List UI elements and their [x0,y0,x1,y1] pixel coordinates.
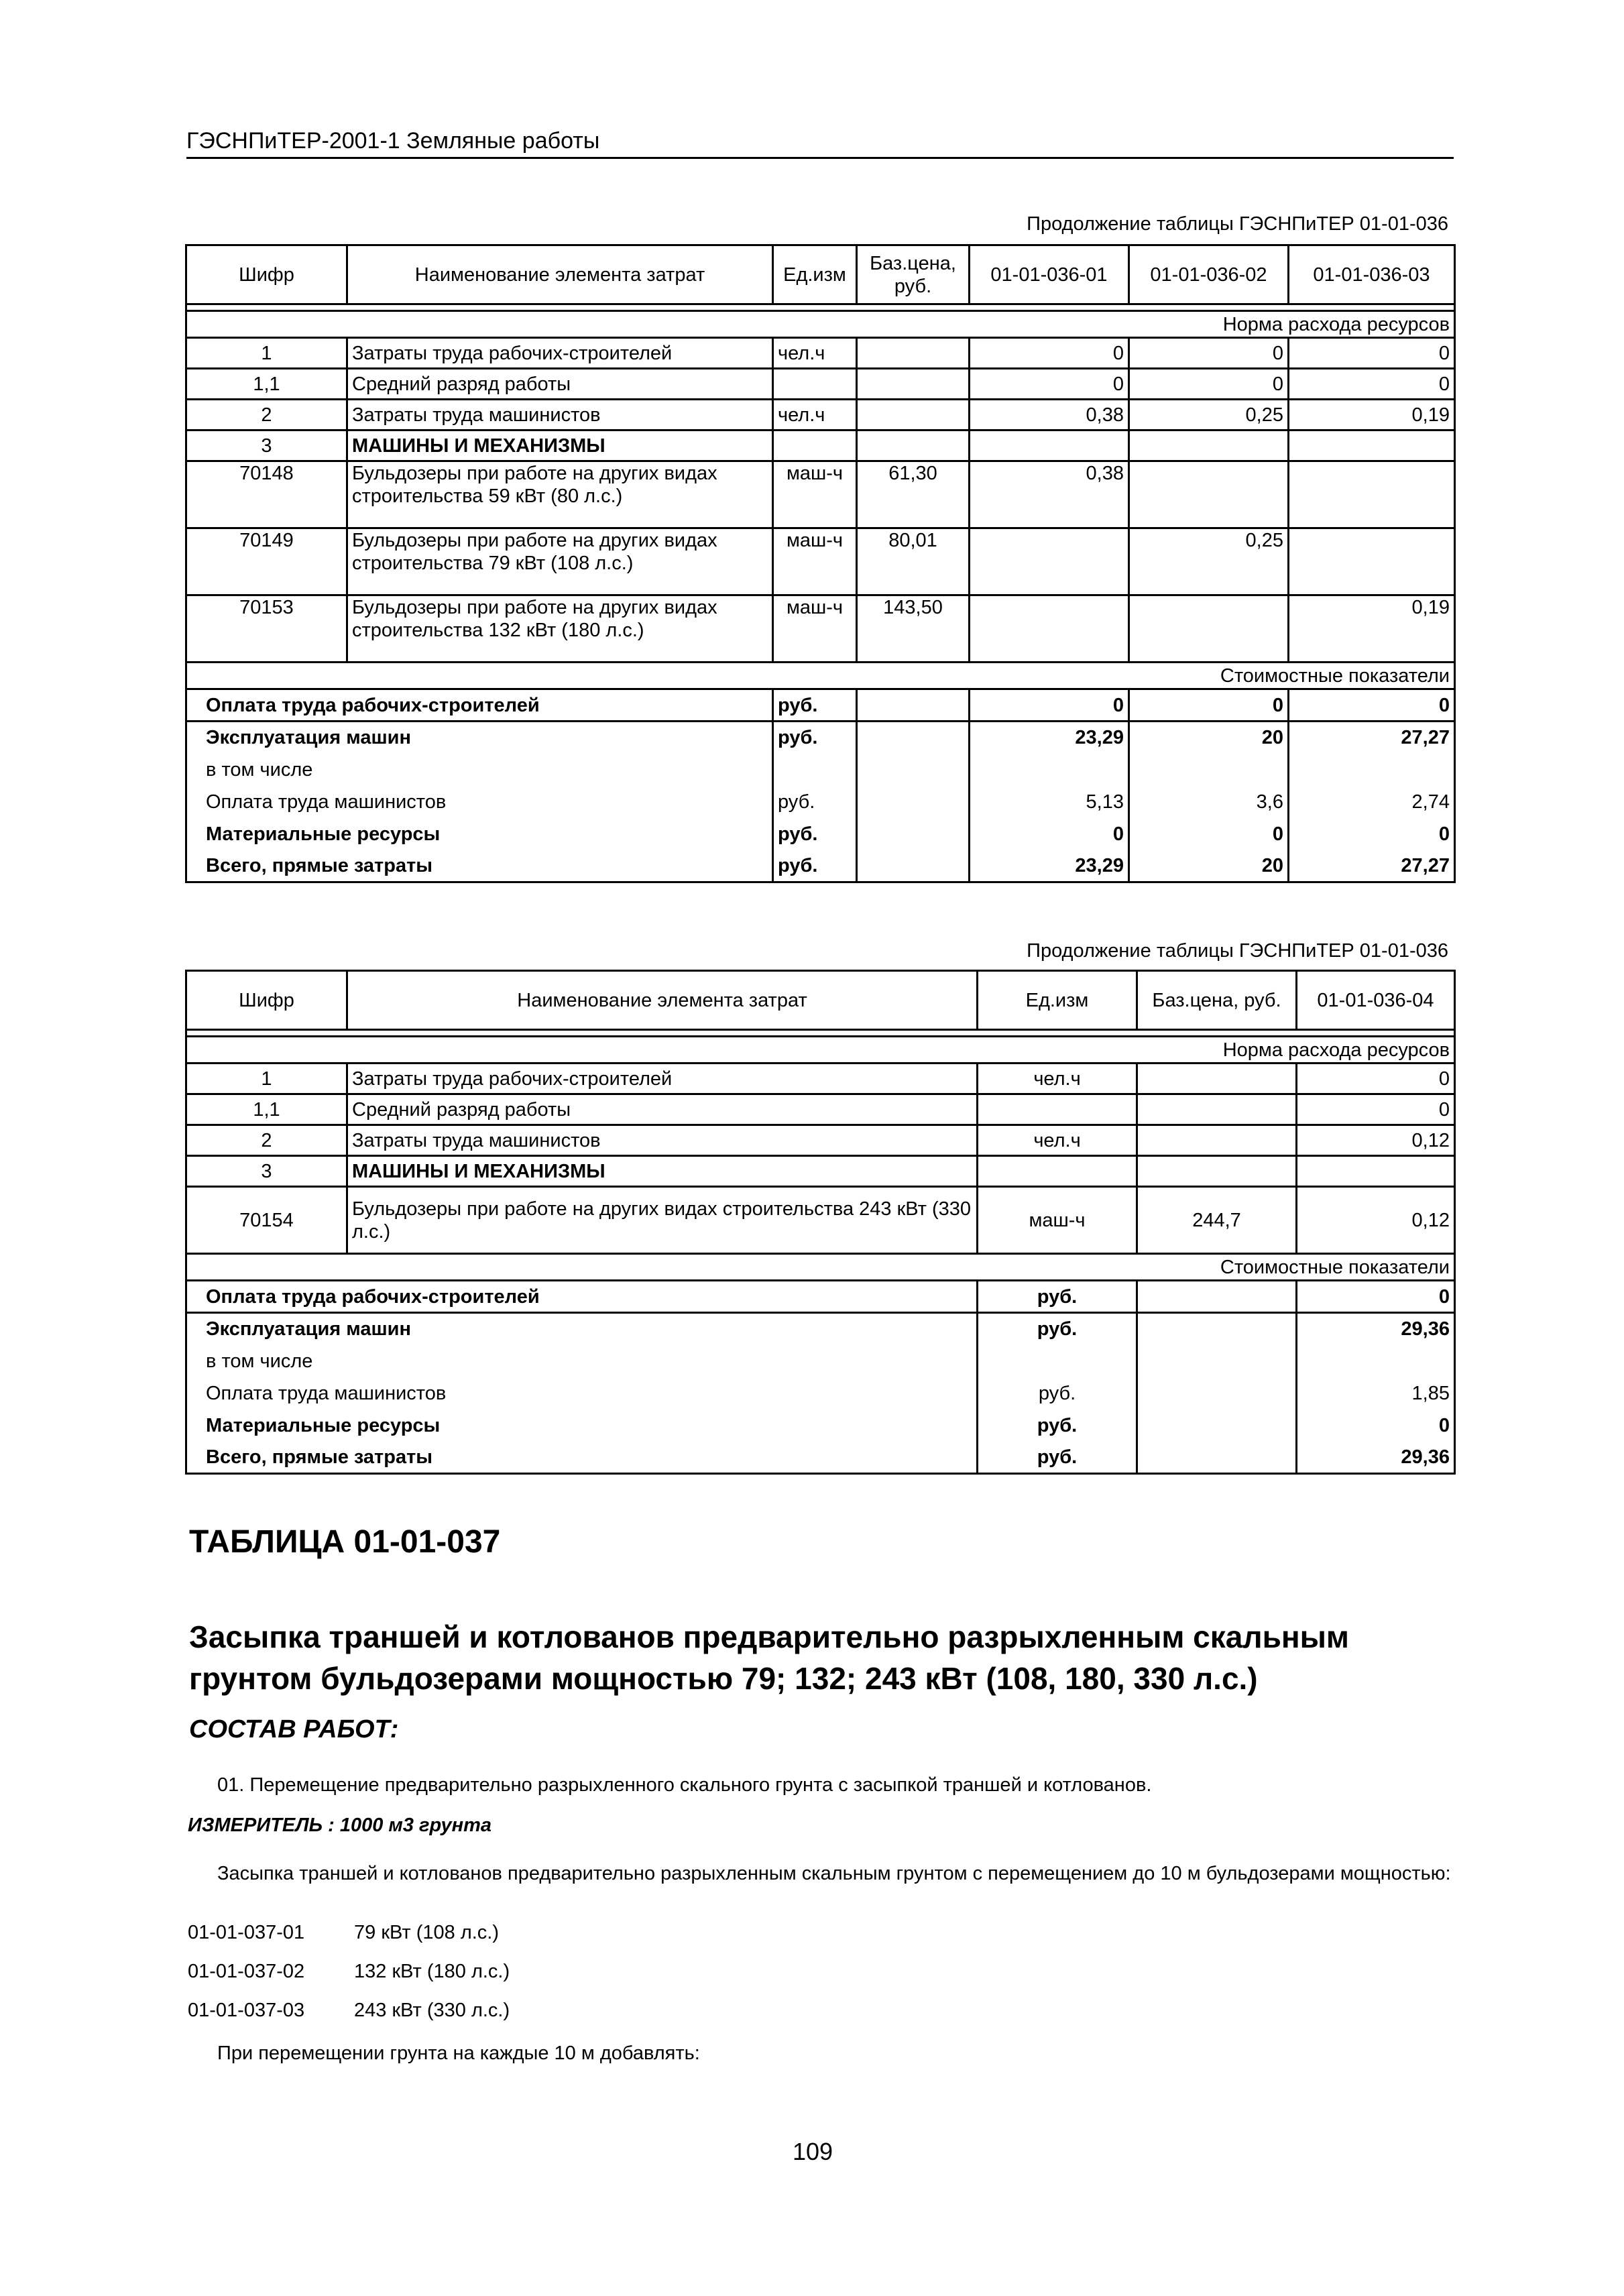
value-cell [1289,754,1455,786]
cost-label-cell: Материальные ресурсы [186,1410,978,1442]
cost-row [186,818,1455,850]
unit-cell: чел.ч [773,338,857,369]
price-cell: 80,01 [857,528,970,595]
value-cell [1289,528,1455,595]
table-row [186,1064,1455,1094]
table1-spacer-row [186,304,1455,311]
value-cell: 0,25 [1129,528,1289,595]
unit-cell: маш-ч [773,461,857,528]
cost-row [186,850,1455,882]
variant-value: 132 кВт (180 л.с.) [354,1961,510,1982]
table2-norma-row [186,1037,1455,1064]
price-cell [1137,1156,1297,1187]
header-cell: Шифр [186,245,347,304]
price-cell [1137,1125,1297,1156]
name-cell: МАШИНЫ И МЕХАНИЗМЫ [347,1156,978,1187]
value-cell: 0 [1289,369,1455,400]
footer-note: При перемещении грунта на каждые 10 м добавлять: [217,2043,700,2064]
price-cell: 143,50 [857,595,970,663]
value-cell: 29,36 [1297,1442,1455,1474]
table1-cost-label-row [186,663,1455,689]
work-item: 01. Перемещение предварительно разрыхленного скального грунта с засыпкой траншей и котлованов. [217,1774,1152,1796]
header-cell: Шифр [186,971,347,1030]
value-cell: 0,25 [1129,400,1289,431]
code-cell: 1 [186,338,347,369]
code-cell: 3 [186,1156,347,1187]
header-cell: Наименование элемента затрат [347,971,978,1030]
value-cell: 2,74 [1289,786,1455,818]
cost-label: Стоимостные показатели [186,1254,1455,1281]
cost-unit-cell: руб. [978,1377,1137,1410]
header-cell: Наименование элемента затрат [347,245,773,304]
variant-code: 01-01-037-01 [188,1922,305,1943]
cost-label-cell: Оплата труда рабочих-строителей [186,689,773,722]
table2-cost-label-row [186,1254,1455,1281]
izmeritel: ИЗМЕРИТЕЛЬ : 1000 м3 грунта [188,1815,492,1836]
value-cell [1129,461,1289,528]
page-header: ГЭСНПиТЕР-2001-1 Земляные работы [186,126,1454,159]
code-cell: 70148 [186,461,347,528]
value-cell: 0 [1129,818,1289,850]
value-cell: 0,19 [1289,400,1455,431]
price-cell [857,369,970,400]
value-cell [970,528,1129,595]
table1-norma-row [186,311,1455,338]
header-cell: 01-01-036-03 [1289,245,1455,304]
code-cell: 70149 [186,528,347,595]
name-cell: Средний разряд работы [347,1094,978,1125]
value-cell: 20 [1129,850,1289,882]
cost-label-cell: Материальные ресурсы [186,818,773,850]
value-cell: 27,27 [1289,722,1455,754]
table-row [186,1125,1455,1156]
price-cell: 244,7 [1137,1187,1297,1254]
cost-row [186,1410,1455,1442]
name-cell: Затраты труда рабочих-строителей [347,1064,978,1094]
unit-cell [773,369,857,400]
value-cell: 0,12 [1297,1187,1455,1254]
cost-unit-cell: руб. [773,689,857,722]
cost-row [186,1313,1455,1345]
cost-row [186,722,1455,754]
cost-unit-cell: руб. [773,850,857,882]
code-cell: 2 [186,400,347,431]
cost-unit-cell: руб. [978,1410,1137,1442]
cost-label-cell: в том числе [186,754,773,786]
cost-unit-cell [773,754,857,786]
cost-label-cell: Оплата труда машинистов [186,786,773,818]
cost-label-cell: Оплата труда машинистов [186,1377,978,1410]
sostav-label: СОСТАВ РАБОТ: [189,1715,399,1743]
variant-code: 01-01-037-02 [188,1961,305,1982]
value-cell: 0 [970,369,1129,400]
unit-cell [773,431,857,461]
header-cell: Баз.цена, руб. [1137,971,1297,1030]
table-row [186,400,1455,431]
section-title: Засыпка траншей и котлованов предварительно разрыхленным скальным грунтом бульдозерами мощностью 79; 132; 243 кВт (108, 180, 330 л.с.) [189,1619,1349,1696]
cost-label-cell: Эксплуатация машин [186,1313,978,1345]
cost-row [186,754,1455,786]
value-cell [1297,1156,1455,1187]
table-row [186,369,1455,400]
value-cell: 20 [1129,722,1289,754]
name-cell: Бульдозеры при работе на других видах строительства 59 кВт (80 л.с.) [347,461,773,528]
cost-unit-cell: руб. [773,722,857,754]
cost-unit-cell: руб. [978,1442,1137,1474]
table2 [185,970,1456,1475]
table-row [186,1156,1455,1187]
header-cell: 01-01-036-02 [1129,245,1289,304]
name-cell: Средний разряд работы [347,369,773,400]
unit-cell: чел.ч [978,1125,1137,1156]
value-cell [970,754,1129,786]
variant-value: 79 кВт (108 л.с.) [354,1922,500,1943]
unit-cell: чел.ч [773,400,857,431]
cost-unit-cell [978,1345,1137,1377]
cost-unit-cell: руб. [773,818,857,850]
name-cell: Бульдозеры при работе на других видах строительства 243 кВт (330 л.с.) [347,1187,978,1254]
table1 [185,244,1456,883]
cost-label-cell: Эксплуатация машин [186,722,773,754]
header-cell: Ед.изм [978,971,1137,1030]
cost-row [186,1442,1455,1474]
unit-cell: маш-ч [773,528,857,595]
unit-cell: маш-ч [773,595,857,663]
cost-row [186,1377,1455,1410]
name-cell: Бульдозеры при работе на других видах строительства 79 кВт (108 л.с.) [347,528,773,595]
value-cell: 23,29 [970,722,1129,754]
price-cell: 61,30 [857,461,970,528]
value-cell: 27,27 [1289,850,1455,882]
value-cell: 0,19 [1289,595,1455,663]
table-row [186,431,1455,461]
value-cell: 0 [1297,1094,1455,1125]
value-cell: 0 [1297,1064,1455,1094]
unit-cell: чел.ч [978,1064,1137,1094]
variant-value: 243 кВт (330 л.с.) [354,2000,510,2021]
table2-header-row [186,971,1455,1030]
table-row [186,461,1455,528]
value-cell: 1,85 [1297,1377,1455,1410]
value-cell: 0 [1129,689,1289,722]
value-cell: 0 [1297,1281,1455,1313]
table1-continuation: Продолжение таблицы ГЭСНПиТЕР 01-01-036 [1027,213,1448,235]
variant-code: 01-01-037-03 [188,2000,305,2021]
value-cell [1129,595,1289,663]
price-cell [1137,1094,1297,1125]
value-cell: 5,13 [970,786,1129,818]
unit-cell [978,1094,1137,1125]
header-cell: Ед.изм [773,245,857,304]
cost-label-cell: Оплата труда рабочих-строителей [186,1281,978,1313]
price-cell [1137,1064,1297,1094]
cost-unit-cell: руб. [978,1281,1137,1313]
code-cell: 1,1 [186,369,347,400]
code-cell: 2 [186,1125,347,1156]
section-table-title: ТАБЛИЦА 01-01-037 [189,1524,501,1560]
cost-row [186,786,1455,818]
value-cell [970,595,1129,663]
name-cell: Затраты труда машинистов [347,400,773,431]
value-cell [1289,461,1455,528]
value-cell: 0,12 [1297,1125,1455,1156]
price-cell [857,431,970,461]
value-cell [1129,754,1289,786]
value-cell: 3,6 [1129,786,1289,818]
page-number: 109 [793,2138,833,2165]
name-cell: МАШИНЫ И МЕХАНИЗМЫ [347,431,773,461]
cost-row [186,689,1455,722]
code-cell: 3 [186,431,347,461]
value-cell [1129,431,1289,461]
cost-unit-cell: руб. [978,1313,1137,1345]
cost-label: Стоимостные показатели [186,663,1455,689]
norma-label: Норма расхода ресурсов [186,1037,1455,1064]
cost-label-cell: Всего, прямые затраты [186,1442,978,1474]
cost-label-cell: Всего, прямые затраты [186,850,773,882]
value-cell: 23,29 [970,850,1129,882]
description: Засыпка траншей и котлованов предварительно разрыхленным скальным грунтом с перемещением до 10 м бульдозерами мощностью: [217,1863,1451,1884]
value-cell: 0 [1289,818,1455,850]
code-cell: 1 [186,1064,347,1094]
table2-continuation: Продолжение таблицы ГЭСНПиТЕР 01-01-036 [1027,940,1448,962]
table-row [186,1094,1455,1125]
table1-header-row [186,245,1455,304]
code-cell: 70153 [186,595,347,663]
value-cell: 0,38 [970,400,1129,431]
name-cell: Затраты труда машинистов [347,1125,978,1156]
price-cell [857,400,970,431]
value-cell: 0 [1129,338,1289,369]
table2-spacer-row [186,1030,1455,1037]
name-cell: Бульдозеры при работе на других видах строительства 132 кВт (180 л.с.) [347,595,773,663]
header-cell: 01-01-036-01 [970,245,1129,304]
code-cell: 70154 [186,1187,347,1254]
cost-label-cell: в том числе [186,1345,978,1377]
value-cell [970,431,1129,461]
value-cell: 0 [970,689,1129,722]
code-cell: 1,1 [186,1094,347,1125]
cost-row [186,1281,1455,1313]
value-cell [1289,431,1455,461]
table-row [186,528,1455,595]
table-row [186,1187,1455,1254]
table-row [186,338,1455,369]
cost-row [186,1345,1455,1377]
value-cell [1297,1345,1455,1377]
value-cell: 0 [1129,369,1289,400]
header-cell: Баз.цена, руб. [857,245,970,304]
value-cell: 0 [1289,689,1455,722]
value-cell: 29,36 [1297,1313,1455,1345]
table-row [186,595,1455,663]
value-cell: 0 [970,818,1129,850]
value-cell: 0,38 [970,461,1129,528]
value-cell: 0 [1289,338,1455,369]
value-cell: 0 [970,338,1129,369]
name-cell: Затраты труда рабочих-строителей [347,338,773,369]
unit-cell: маш-ч [978,1187,1137,1254]
price-cell [857,338,970,369]
header-cell: 01-01-036-04 [1297,971,1455,1030]
value-cell: 0 [1297,1410,1455,1442]
norma-label: Норма расхода ресурсов [186,311,1455,338]
unit-cell [978,1156,1137,1187]
cost-unit-cell: руб. [773,786,857,818]
